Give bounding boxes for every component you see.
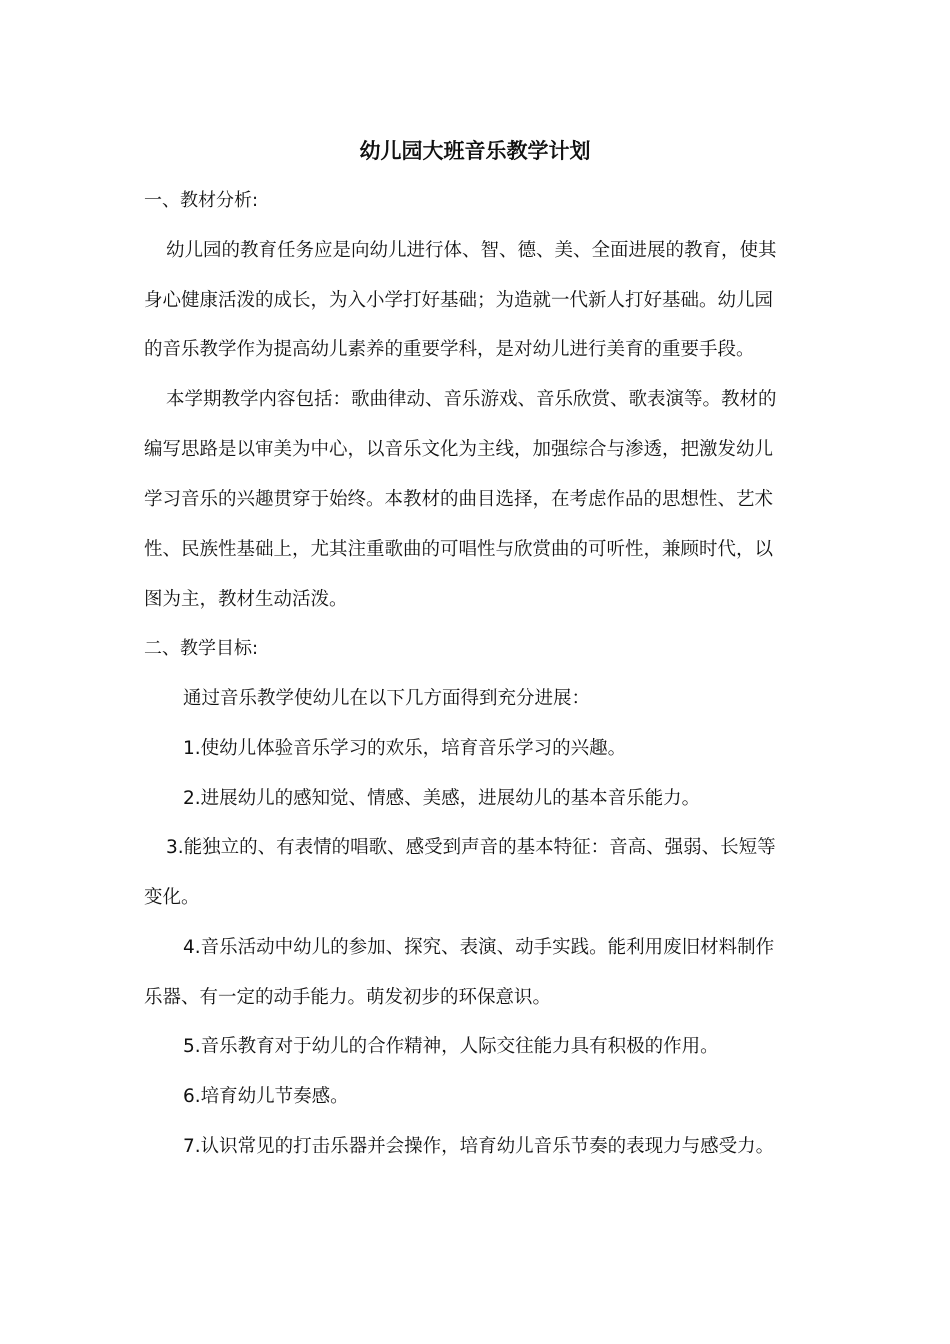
paragraph-line: 图为主，教材生动活泼。 [144, 589, 348, 610]
goal-item-continuation: 变化。 [144, 887, 200, 908]
paragraph-line: 性、民族性基础上，尤其注重歌曲的可唱性与欣赏曲的可听性，兼顾时代，以 [144, 539, 774, 560]
paragraph-line: 学习音乐的兴趣贯穿于始终。本教材的曲目选择，在考虑作品的思想性、艺术 [144, 489, 774, 510]
paragraph-line: 编写思路是以审美为中心，以音乐文化为主线，加强综合与渗透，把激发幼儿 [144, 439, 774, 460]
goal-item: 4.音乐活动中幼儿的参加、探究、表演、动手实践。能利用废旧材料制作 [183, 937, 775, 958]
paragraph-line: 幼儿园的教育任务应是向幼儿进行体、智、德、美、全面进展的教育，使其 [166, 240, 777, 261]
goal-item: 5.音乐教育对于幼儿的合作精神，人际交往能力具有积极的作用。 [183, 1036, 719, 1057]
section-heading-materials: 一、教材分析: [144, 190, 259, 211]
paragraph-line: 身心健康活泼的成长，为入小学打好基础；为造就一代新人打好基础。幼儿园 [144, 290, 774, 311]
goal-item: 2.进展幼儿的感知觉、情感、美感，进展幼儿的基本音乐能力。 [183, 788, 701, 809]
section-heading-goals: 二、教学目标: [144, 638, 259, 659]
goal-item: 6.培育幼儿节奏感。 [183, 1086, 349, 1107]
goals-intro: 通过音乐教学使幼儿在以下几方面得到充分进展： [183, 688, 591, 709]
paragraph-line: 本学期教学内容包括：歌曲律动、音乐游戏、音乐欣赏、歌表演等。教材的 [166, 389, 777, 410]
goal-item: 1.使幼儿体验音乐学习的欢乐，培育音乐学习的兴趣。 [183, 738, 627, 759]
goal-item: 3.能独立的、有表情的唱歌、感受到声音的基本特征：音高、强弱、长短等 [166, 837, 776, 858]
goal-item-continuation: 乐器、有一定的动手能力。萌发初步的环保意识。 [144, 987, 552, 1008]
page-title: 幼儿园大班音乐教学计划 [359, 139, 591, 163]
paragraph-line: 的音乐教学作为提高幼儿素养的重要学科，是对幼儿进行美育的重要手段。 [144, 339, 755, 360]
goal-item: 7.认识常见的打击乐器并会操作，培育幼儿音乐节奏的表现力与感受力。 [183, 1136, 775, 1157]
